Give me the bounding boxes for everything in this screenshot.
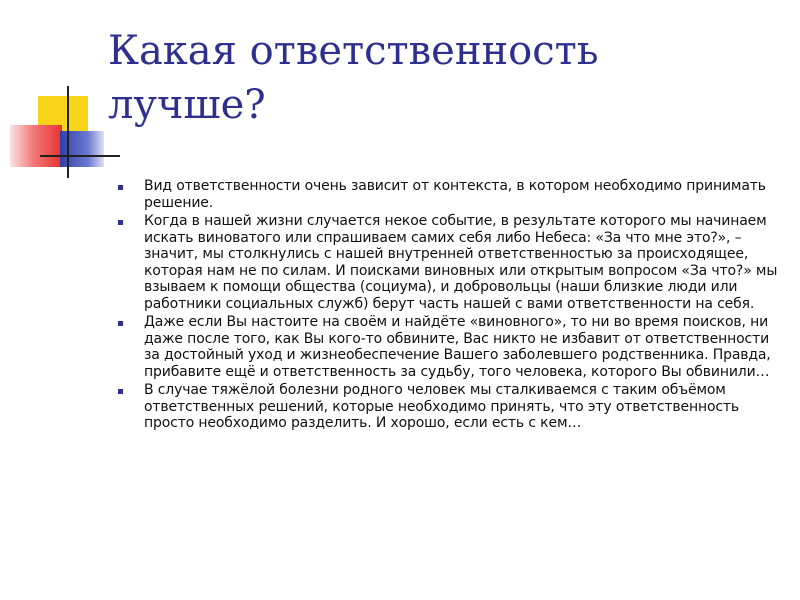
- bullet-item: [118, 382, 778, 432]
- slide-title: [108, 24, 768, 132]
- bullet-text: Вид ответственности очень зависит от контекста, в котором необходимо принимать решение.: [144, 178, 766, 211]
- bullet-text: В случае тяжёлой болезни родного человек мы сталкиваемся с таким объёмом ответственных решений, которые необходимо принять, что эту ответственность просто необходимо разделить. И хорошо, если есть с кем…: [144, 382, 740, 431]
- bullet-item: [118, 178, 778, 211]
- bullet-item: [118, 213, 778, 312]
- title-line-2: лучше?: [108, 82, 266, 128]
- square-bullet-icon: [118, 389, 123, 394]
- bullet-text: Даже если Вы настоите на своём и найдёте «виновного», то ни во время поисков, ни даже после того, как Вы кого-то обвините, Вас никто не избавит от ответственности за достойный уход и жизнеобеспечение Вашего заболевшего родственника. Правда, прибавите ещё и ответственность за судьбу, того человека, которого Вы обвинили…: [144, 314, 771, 380]
- title-line-1: Какая ответственность: [108, 28, 599, 74]
- horizontal-line: [40, 155, 120, 157]
- decorative-squares-logo: [0, 0, 120, 190]
- square-bullet-icon: [118, 185, 123, 190]
- bullet-text: Когда в нашей жизни случается некое событие, в результате которого мы начинаем искать виноватого или спрашиваем самих себя либо Небеса: «За что мне это?», – значит, мы столкнулись с нашей внутренней ответственностью за происходящее, которая нам не по силам. И поисками виновных или открытым вопросом «За что?» мы взываем к помощи общества (социума), и добровольцы (наши близкие люди или работники социальных служб) берут часть нашей с вами ответственности на себя.: [144, 213, 778, 312]
- bullet-item: [118, 314, 778, 380]
- bullet-list: [118, 178, 778, 434]
- red-square: [10, 125, 62, 167]
- square-bullet-icon: [118, 321, 123, 326]
- vertical-line: [67, 86, 69, 178]
- square-bullet-icon: [118, 220, 123, 225]
